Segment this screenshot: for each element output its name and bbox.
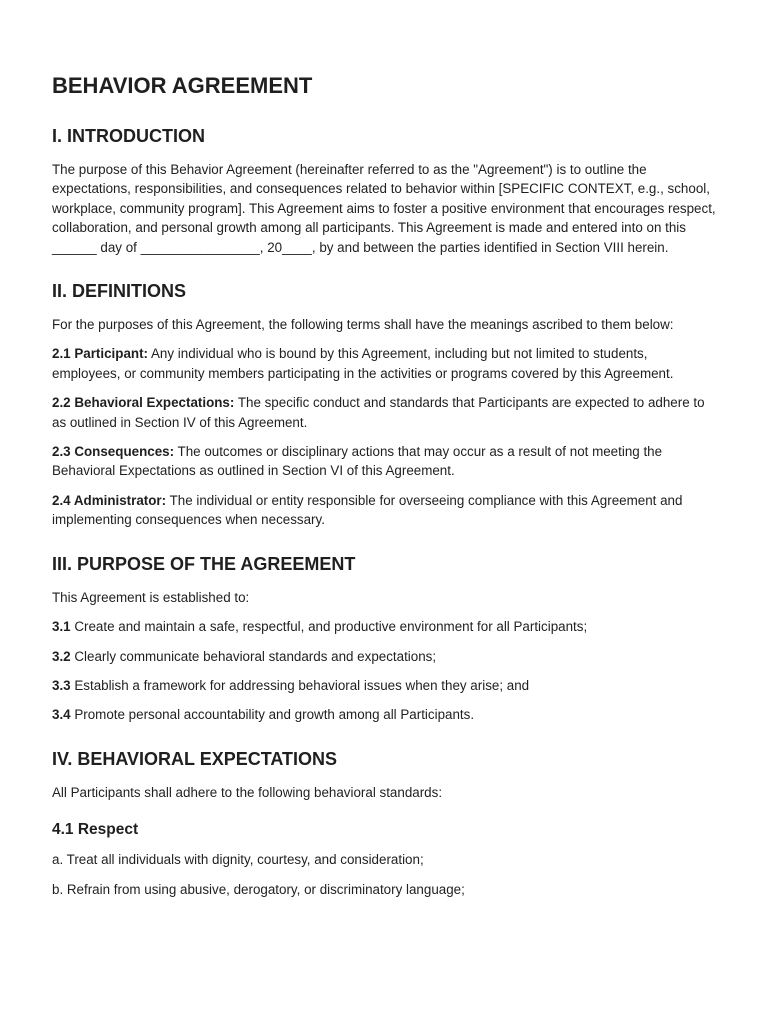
definition-item bbox=[52, 442, 718, 481]
item-text: Promote personal accountability and growth among all Participants. bbox=[70, 707, 475, 723]
item-number: 3.1 bbox=[52, 619, 71, 635]
document-title: BEHAVIOR AGREEMENT bbox=[52, 73, 313, 98]
purpose-item bbox=[52, 647, 718, 666]
purpose-item bbox=[52, 617, 718, 636]
subsection-heading: 4.1 Respect bbox=[52, 821, 139, 839]
section-purpose bbox=[52, 552, 718, 725]
definition-term: 2.4 Administrator: bbox=[52, 492, 167, 508]
section-heading: IV. BEHAVIORAL EXPECTATIONS bbox=[52, 748, 338, 769]
definition-term: 2.1 Participant: bbox=[52, 346, 148, 362]
section-heading: III. PURPOSE OF THE AGREEMENT bbox=[52, 553, 356, 574]
item-number: 3.2 bbox=[52, 648, 71, 664]
item-number: 3.4 bbox=[52, 707, 71, 723]
item-text: Establish a framework for addressing behavioral issues when they arise; and bbox=[70, 677, 530, 693]
list-item: a. Treat all individuals with dignity, courtesy, and consideration; bbox=[52, 852, 424, 868]
definition-text: Any individual who is bound by this Agreement, including but not limited to students, employees, or community members participating in the activities or programs covered by this Agreement. bbox=[52, 346, 674, 381]
item-text: Create and maintain a safe, respectful, and productive environment for all Participants; bbox=[70, 619, 588, 635]
definition-term: 2.2 Behavioral Expectations: bbox=[52, 395, 235, 411]
paragraph: For the purposes of this Agreement, the following terms shall have the meanings ascribed to them below: bbox=[52, 317, 674, 333]
item-number: 3.3 bbox=[52, 677, 71, 693]
section-heading: II. DEFINITIONS bbox=[52, 281, 187, 302]
paragraph: The purpose of this Behavior Agreement (hereinafter referred to as the "Agreement") is to outline the expectations, responsibilities, and consequences related to behavior within [SPECIFIC CONTEXT, e.g., school, workplace, community program]. This Agreement aims to foster a positive environment that encourages respect, collaboration, and personal growth among all participants. This Agreement is made and entered into on this ______ day of ________________, 20____, by and between the parties identified in Section VIII herein. bbox=[52, 162, 716, 255]
item-text: Clearly communicate behavioral standards and expectations; bbox=[70, 648, 437, 664]
definition-term: 2.3 Consequences: bbox=[52, 444, 175, 460]
definition-item bbox=[52, 344, 718, 383]
section-heading: I. INTRODUCTION bbox=[52, 126, 205, 146]
purpose-item bbox=[52, 676, 718, 695]
section-behavioral-expectations bbox=[52, 747, 718, 899]
purpose-item bbox=[52, 705, 718, 724]
paragraph: All Participants shall adhere to the following behavioral standards: bbox=[52, 784, 443, 800]
definition-item bbox=[52, 491, 718, 530]
section-definitions bbox=[52, 279, 718, 530]
definition-text: The specific conduct and standards that Participants are expected to adhere to as outlined in Section IV of this Agreement. bbox=[52, 395, 705, 430]
definition-item bbox=[52, 393, 718, 432]
list-item: b. Refrain from using abusive, derogatory, or discriminatory language; bbox=[52, 881, 465, 897]
paragraph: This Agreement is established to: bbox=[52, 589, 250, 605]
section-introduction bbox=[52, 124, 718, 257]
definition-text: The individual or entity responsible for overseeing compliance with this Agreement and implementing consequences when necessary. bbox=[52, 492, 683, 528]
definition-text: The outcomes or disciplinary actions that may occur as a result of not meeting the Behavioral Expectations as outlined in Section VI of this Agreement. bbox=[52, 444, 663, 479]
